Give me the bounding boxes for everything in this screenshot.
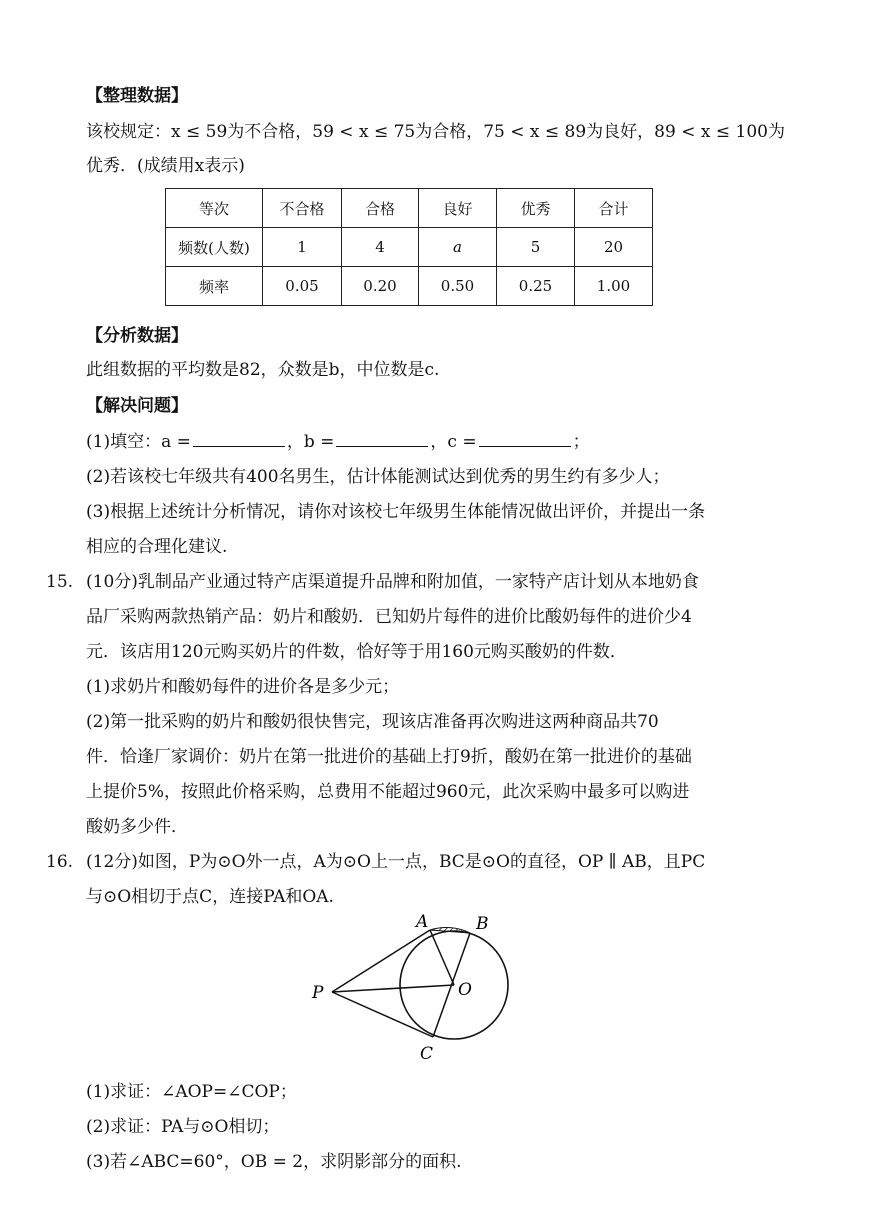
q16-part3: (3)若∠ABC=60°，OB = 2，求阴影部分的面积. <box>86 1152 462 1172</box>
q15-part2-line1: (2)第一批采购的奶片和酸奶很快售完，现该店准备再次购进这两种商品共70 <box>86 712 659 732</box>
table-cell: 20 <box>575 228 653 267</box>
table-header-row <box>166 189 653 228</box>
fill-prefix: (1)填空：a = <box>86 432 191 452</box>
fill-end: ； <box>572 432 590 452</box>
circle-tangent-figure <box>300 905 530 1065</box>
point-c-label: C <box>420 1044 434 1064</box>
table-cell: 良好 <box>419 189 497 228</box>
table-cell: 1.00 <box>575 267 653 306</box>
table-cell: 0.20 <box>342 267 419 306</box>
answer-blank-b[interactable] <box>336 430 428 447</box>
table-cell: a <box>419 228 497 267</box>
q15-part2-line3: 上提价5%，按照此价格采购，总费用不能超过960元，此次采购中最多可以购进 <box>86 782 690 802</box>
line-pc <box>332 992 433 1037</box>
line-pa <box>332 930 430 992</box>
line-oa <box>430 930 454 985</box>
question-number-15: 15. <box>46 572 74 592</box>
answer-blank-c[interactable] <box>479 430 571 447</box>
table-row <box>166 267 653 306</box>
rule-text-line1: 该校规定：x ≤ 59为不合格，59 < x ≤ 75为合格，75 < x ≤ 89为良好，89 < x ≤ 100为 <box>86 122 785 142</box>
table-cell: 频率 <box>166 267 263 306</box>
q16-part2: (2)求证：PA与⊙O相切； <box>86 1117 280 1137</box>
q16-line1: (12分)如图，P为⊙O外一点，A为⊙O上一点，BC是⊙O的直径，OP ∥ AB，且PC <box>86 852 706 872</box>
rule-text-line2: 优秀．(成绩用x表示) <box>86 156 245 176</box>
point-p-label: P <box>312 983 324 1003</box>
section-solve-heading: 【解决问题】 <box>86 396 188 416</box>
q15-line1: (10分)乳制品产业通过特产店渠道提升品牌和附加值，一家特产店计划从本地奶食 <box>86 572 699 592</box>
table-cell: 0.25 <box>497 267 575 306</box>
table-cell: 0.50 <box>419 267 497 306</box>
section-organize-heading: 【整理数据】 <box>86 86 188 106</box>
table-cell: 5 <box>497 228 575 267</box>
q15-part2-line2: 件．恰逢厂家调价：奶片在第一批进价的基础上打9折，酸奶在第一批进价的基础 <box>86 747 692 767</box>
table-cell: 4 <box>342 228 419 267</box>
q15-line3: 元．该店用120元购买奶片的件数，恰好等于用160元购买酸奶的件数． <box>86 642 627 662</box>
grade-statistics-table <box>165 188 653 306</box>
q14-part3-line2: 相应的合理化建议. <box>86 537 228 557</box>
line-po <box>332 985 454 992</box>
table-cell: 1 <box>263 228 342 267</box>
fill-c-label: ，c = <box>430 432 477 452</box>
answer-blank-a[interactable] <box>193 430 285 447</box>
table-cell: 等次 <box>166 189 263 228</box>
fill-b-label: ，b = <box>286 432 335 452</box>
q14-fill-in-line <box>86 430 590 454</box>
table-cell: 优秀 <box>497 189 575 228</box>
table-cell: 合格 <box>342 189 419 228</box>
q16-part1: (1)求证：∠AOP=∠COP； <box>86 1082 297 1102</box>
point-o-label: O <box>458 980 472 1000</box>
q16-line2: 与⊙O相切于点C，连接PA和OA. <box>86 887 334 907</box>
table-cell: 频数(人数) <box>166 228 263 267</box>
q14-part3-line1: (3)根据上述统计分析情况，请你对该校七年级男生体能情况做出评价，并提出一条 <box>86 502 706 522</box>
table-cell: 0.05 <box>263 267 342 306</box>
table-cell: 不合格 <box>263 189 342 228</box>
section-analyze-heading: 【分析数据】 <box>86 326 188 346</box>
q14-part2: (2)若该校七年级共有400名男生，估计体能测试达到优秀的男生约有多少人； <box>86 467 670 487</box>
q15-part1: (1)求奶片和酸奶每件的进价各是多少元； <box>86 677 400 697</box>
table-row <box>166 228 653 267</box>
q15-part2-line4: 酸奶多少件． <box>86 817 188 837</box>
point-b-label: B <box>476 914 489 934</box>
point-a-label: A <box>416 912 429 932</box>
q15-line2: 品厂采购两款热销产品：奶片和酸奶．已知奶片每件的进价比酸奶每件的进价少4 <box>86 607 692 627</box>
question-number-16: 16. <box>46 852 74 872</box>
table-cell: 合计 <box>575 189 653 228</box>
analysis-text: 此组数据的平均数是82，众数是b，中位数是c. <box>86 360 440 380</box>
